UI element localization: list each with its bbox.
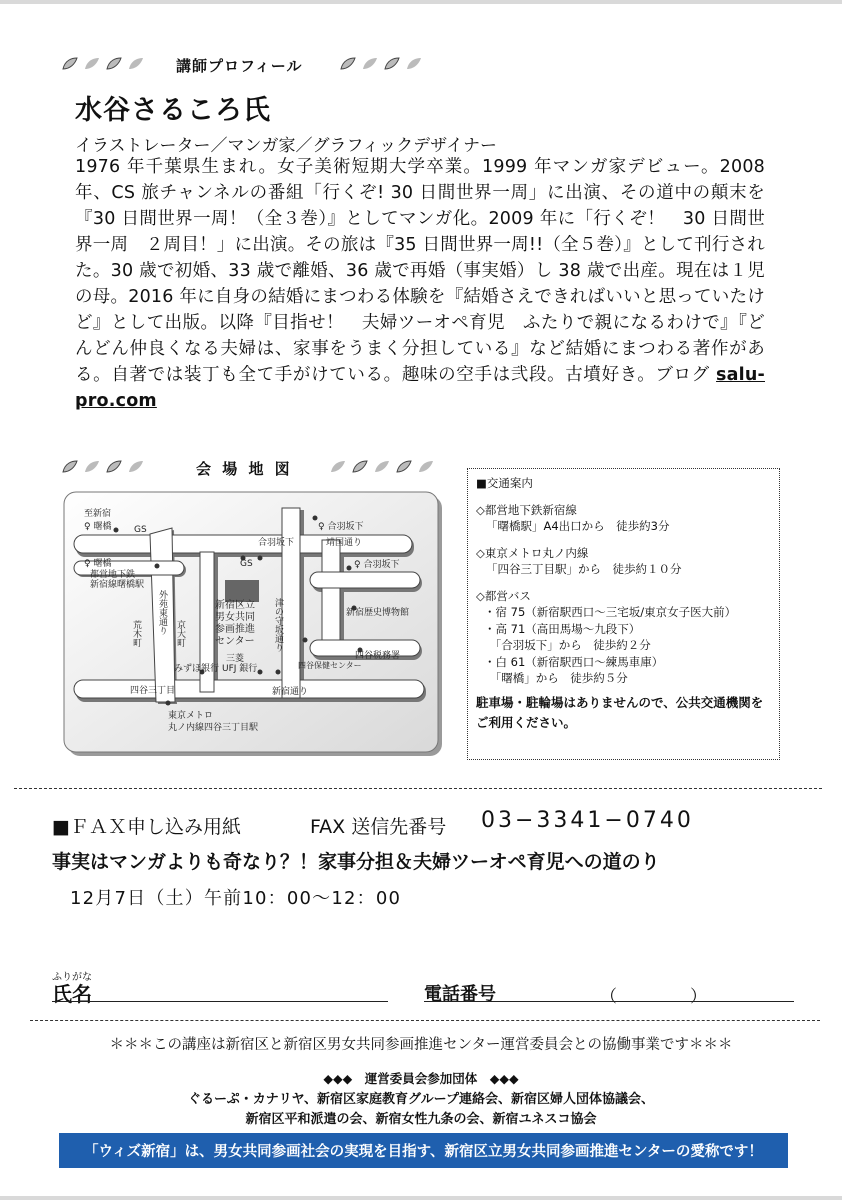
name-field[interactable] <box>52 1001 388 1002</box>
svg-text:三菱: 三菱 <box>226 654 245 664</box>
access-title: ■交通案内 <box>476 476 533 490</box>
leaf-decoration-right <box>340 55 422 74</box>
phone-label: 電話番号 <box>424 984 496 1005</box>
access-line: 「合羽坂下」から 徒歩約２分 <box>484 638 651 652</box>
svg-text:新宿歴史博物館: 新宿歴史博物館 <box>346 608 410 618</box>
svg-text:合羽坂下: 合羽坂下 <box>258 538 295 548</box>
org-heading: ◆◆◆ 運営委員会参加団体 ◆◆◆ <box>323 1071 519 1086</box>
svg-text:丸ノ内線四谷三丁目駅: 丸ノ内線四谷三丁目駅 <box>168 723 259 733</box>
phone-paren-close: ） <box>690 987 707 1007</box>
lecturer-name: 水谷さるころ氏 <box>75 95 271 126</box>
svg-text:♀ 曙橋: ♀ 曙橋 <box>84 559 112 569</box>
svg-text:東京メトロ: 東京メトロ <box>168 711 214 721</box>
svg-text:参画推進: 参画推進 <box>215 624 255 635</box>
collaboration-note: ＊＊＊この講座は新宿区と新宿区男女共同参画推進センター運営委員会との協働事業です＊＊＊ <box>109 1037 733 1053</box>
svg-text:津の守坂通り: 津の守坂通り <box>273 598 283 652</box>
leaf-decoration-left <box>62 57 144 70</box>
access-note: 駐車場・駐輪場はありませんので、公共交通機関をご利用ください。 <box>476 694 764 730</box>
cut-line <box>14 788 822 789</box>
svg-text:新宿線曙橋駅: 新宿線曙橋駅 <box>90 580 145 590</box>
bottom-border <box>0 1196 842 1200</box>
svg-text:センター: センター <box>215 636 255 647</box>
access-line: ◇東京メトロ丸ノ内線 <box>476 545 589 560</box>
access-line: ・白 61（新宿駅西口〜練馬車庫） <box>484 654 664 669</box>
profile-section-title: 講師プロフィール <box>176 57 303 75</box>
svg-text:GS: GS <box>134 525 147 535</box>
lecturer-profession: イラストレーター／マンガ家／グラフィックデザイナー <box>75 136 497 156</box>
event-title: 事実はマンガよりも奇なり？！家事分担＆夫婦ツーオペ育児への道のり <box>52 851 660 873</box>
svg-text:荒木町: 荒木町 <box>131 620 141 647</box>
svg-text:♀ 曙橋: ♀ 曙橋 <box>84 522 112 532</box>
svg-text:至新宿: 至新宿 <box>84 509 112 519</box>
name-label: 氏名 <box>52 982 92 1006</box>
phone-paren-open: （ <box>600 987 617 1007</box>
svg-text:外苑東通り: 外苑東通り <box>157 590 167 635</box>
svg-text:新宿区立: 新宿区立 <box>215 600 255 611</box>
access-line: ◇都営バス <box>476 588 531 603</box>
svg-text:四谷三丁目: 四谷三丁目 <box>130 686 176 696</box>
svg-text:四谷税務署: 四谷税務署 <box>355 651 401 661</box>
map-header-leaves-right <box>330 458 434 477</box>
svg-text:UFJ 銀行: UFJ 銀行 <box>222 664 258 674</box>
fax-number: 03−3341−0740 <box>481 808 694 833</box>
phone-field[interactable] <box>424 1001 794 1002</box>
map-section-title: 会 場 地 図 <box>196 460 293 478</box>
access-line: 「曙橋」から 徒歩約５分 <box>484 671 628 685</box>
access-info-box <box>467 468 780 760</box>
org-list-line: 新宿区平和派遣の会、新宿女性九条の会、新宿ユネスコ協会 <box>245 1112 597 1127</box>
fax-heading: ■ＦＡＸ申し込み用紙 <box>52 816 241 838</box>
furigana-label: ふりがな <box>52 972 92 983</box>
wiz-shinjuku-banner: 「ウィズ新宿」は、男女共同参画社会の実現を目指す、新宿区立男女共同参画推進センターの愛称です！ <box>59 1133 788 1168</box>
access-line: ◇都営地下鉄新宿線 <box>476 502 577 517</box>
access-line: ・高 71（高田馬場〜九段下） <box>484 621 641 636</box>
svg-text:京大町: 京大町 <box>175 620 185 647</box>
center-building-marker <box>225 580 259 602</box>
svg-text:靖国通り: 靖国通り <box>326 538 363 548</box>
svg-text:みずほ銀行: みずほ銀行 <box>174 664 220 674</box>
map-header-leaves-left <box>62 458 144 477</box>
event-date: 12月7日（土）午前10：00〜12：00 <box>70 888 402 909</box>
top-border <box>0 0 842 4</box>
blog-link[interactable]: salu-pro.com <box>75 365 765 411</box>
profile-header <box>62 55 144 74</box>
svg-text:♀ 合羽坂下: ♀ 合羽坂下 <box>354 560 400 570</box>
svg-text:新宿通り: 新宿通り <box>272 687 309 697</box>
bio-text: 1976 年千葉県生まれ。女子美術短期大学卒業。1999 年マンガ家デビュー。2008 年、CS 旅チャンネルの番組「行くぞ! 30 日間世界一周」に出演、その道中の顛末を『30 日間世界一周！（全３巻）』としてマンガ化。2009 年に「行くぞ！ 30 日間世界一周 ２周目！」に出演。その旅は『35 日間世界一周!!（全５巻）』として刊行された。30 歳で初婚、33 歳で離婚、36 歳で再婚（事実婚）し 38 歳で出産。現在は１児の母。2016 年に自身の結婚にまつわる体験を『結婚さえできればいいと思っていたけど』として出版。以降『目指せ！ 夫婦ツーオペ育児 ふたりで親になるわけで』『どんどん仲良くなる夫婦は、家事をうまく分担している』など結婚にまつわる著作がある。自著では装丁も全て手がけている。趣味の空手は弐段。古墳好き。ブログ <box>75 157 765 385</box>
svg-text:男女共同: 男女共同 <box>215 612 255 623</box>
svg-text:♀ 合羽坂下: ♀ 合羽坂下 <box>318 522 364 532</box>
org-list-line: ぐるーぷ・カナリヤ、新宿区家庭教育グループ連絡会、新宿区婦人団体協議会、 <box>188 1092 654 1107</box>
svg-text:四谷保健センター: 四谷保健センター <box>298 661 362 670</box>
access-line: 「曙橋駅」A4出口から 徒歩約3分 <box>486 519 670 533</box>
fax-number-label: FAX 送信先番号 <box>310 816 447 838</box>
svg-text:都営地下鉄: 都営地下鉄 <box>90 570 136 580</box>
svg-text:GS: GS <box>240 559 253 569</box>
divider <box>30 1020 820 1021</box>
access-line: 「四谷三丁目駅」から 徒歩約１０分 <box>486 562 682 576</box>
lecturer-bio <box>75 154 765 414</box>
access-line: ・宿 75（新宿駅西口〜三宅坂/東京女子医大前） <box>484 605 737 619</box>
venue-map <box>62 490 444 758</box>
